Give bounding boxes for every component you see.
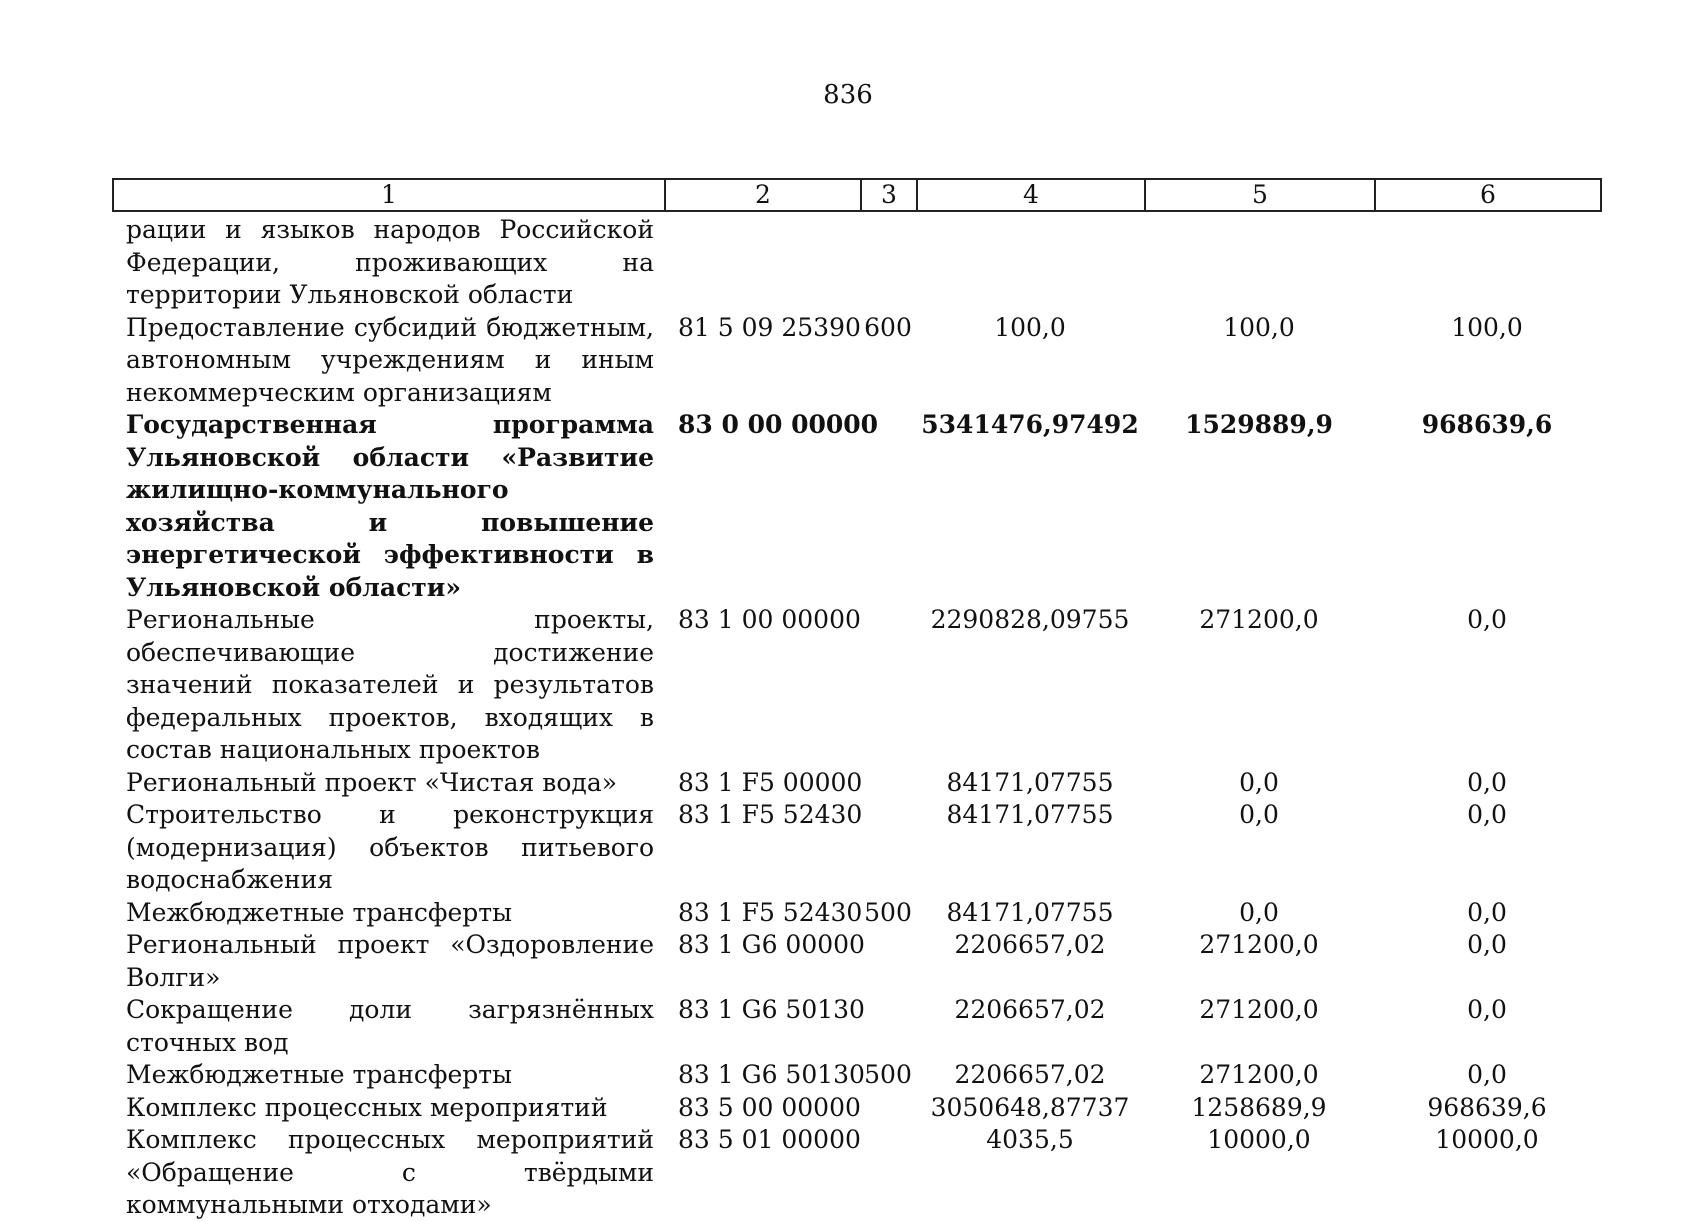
row-value-col5: 1529889,9 xyxy=(1185,410,1333,439)
row-value-col4: 2290828,09755 xyxy=(930,605,1130,634)
row-value-col4 xyxy=(916,214,1144,312)
header-col-5: 5 xyxy=(1145,179,1375,211)
row-value-col4: 4035,5 xyxy=(986,1125,1074,1154)
row-value-col6: 10000,0 xyxy=(1435,1125,1539,1154)
row-value-col4: 84171,07755 xyxy=(946,800,1114,829)
table-row xyxy=(112,1124,1600,1222)
row-name: Комплекс процессных мероприятий «Обращение с твёрдыми коммунальными отходами» xyxy=(126,1125,654,1219)
row-name: Региональный проект «Оздоровление Волги» xyxy=(126,930,654,992)
row-name: Региональный проект «Чистая вода» xyxy=(126,767,618,797)
row-code: 83 1 G6 50130 xyxy=(678,1060,865,1089)
row-value-col5: 271200,0 xyxy=(1199,1060,1319,1089)
header-col-4: 4 xyxy=(917,179,1145,211)
row-expense-type xyxy=(860,929,916,994)
table-header xyxy=(112,178,1602,212)
table-row xyxy=(112,604,1600,767)
row-code: 83 1 00 00000 xyxy=(678,605,861,634)
row-value-col5: 271200,0 xyxy=(1199,995,1319,1024)
row-value-col6: 0,0 xyxy=(1467,767,1507,797)
row-value-col5: 0,0 xyxy=(1239,897,1279,927)
row-value-col4: 84171,07755 xyxy=(946,767,1114,797)
row-expense-type: 500 xyxy=(864,1060,912,1089)
row-code: 83 1 F5 52430 xyxy=(678,897,863,927)
row-expense-type xyxy=(860,604,916,767)
row-expense-type xyxy=(860,994,916,1059)
table-row xyxy=(112,214,1600,312)
table-row xyxy=(112,799,1600,897)
row-value-col5: 271200,0 xyxy=(1199,930,1319,959)
row-name: Государственная программа Ульяновской области «Развитие жилищно-коммунального хозяйства и повышение энергетической эффективности в Ульяновской области» xyxy=(126,410,654,602)
row-code: 83 1 F5 00000 xyxy=(678,767,863,797)
row-value-col6 xyxy=(1374,214,1600,312)
row-name: Региональные проекты, обеспечивающие достижение значений показателей и результатов федеральных проектов, входящих в состав национальных проектов xyxy=(126,605,654,764)
row-code: 83 5 01 00000 xyxy=(678,1125,861,1154)
row-value-col4: 3050648,87737 xyxy=(930,1092,1130,1122)
row-code: 83 1 G6 50130 xyxy=(678,995,865,1024)
row-value-col6: 100,0 xyxy=(1451,312,1523,342)
header-col-3: 3 xyxy=(861,179,917,211)
table-row xyxy=(112,929,1600,994)
row-name: Межбюджетные трансферты xyxy=(126,1060,513,1089)
row-value-col5: 1258689,9 xyxy=(1191,1092,1327,1122)
row-value-col6: 0,0 xyxy=(1467,897,1507,927)
header-col-2: 2 xyxy=(665,179,861,211)
budget-table xyxy=(112,214,1600,1222)
row-value-col6: 968639,6 xyxy=(1427,1092,1547,1122)
row-value-col6: 968639,6 xyxy=(1421,410,1553,439)
row-expense-type: 500 xyxy=(864,897,912,927)
page-number: 836 xyxy=(823,80,873,110)
table-row xyxy=(112,994,1600,1059)
row-value-col6: 0,0 xyxy=(1467,800,1507,829)
row-value-col4: 2206657,02 xyxy=(954,930,1106,959)
table-body xyxy=(112,214,1600,1222)
row-value-col5: 10000,0 xyxy=(1207,1125,1311,1154)
table-row xyxy=(112,409,1600,604)
row-value-col6: 0,0 xyxy=(1467,930,1507,959)
row-name: Строительство и реконструкция (модернизация) объектов питьевого водоснабжения xyxy=(126,800,654,894)
table-row xyxy=(112,1092,1600,1125)
row-code: 81 5 09 25390 xyxy=(678,312,861,342)
row-expense-type: 600 xyxy=(864,312,912,342)
row-value-col4: 84171,07755 xyxy=(946,897,1114,927)
row-name: Комплекс процессных мероприятий xyxy=(126,1092,608,1122)
row-value-col6: 0,0 xyxy=(1467,605,1507,634)
table-row xyxy=(112,897,1600,930)
header-col-1: 1 xyxy=(113,179,665,211)
row-expense-type xyxy=(860,1092,916,1125)
row-value-col4: 2206657,02 xyxy=(954,1060,1106,1089)
row-code: 83 0 00 00000 xyxy=(678,410,879,439)
row-value-col6: 0,0 xyxy=(1467,1060,1507,1089)
row-name: рации и языков народов Российской Федерации, проживающих на территории Ульяновской области xyxy=(126,215,654,309)
row-value-col4: 2206657,02 xyxy=(954,995,1106,1024)
table-row xyxy=(112,312,1600,410)
row-name: Межбюджетные трансферты xyxy=(126,897,513,927)
row-name: Предоставление субсидий бюджетным, автономным учреждениям и иным некоммерческим организациям xyxy=(126,312,654,407)
header-col-6: 6 xyxy=(1375,179,1601,211)
row-value-col5: 271200,0 xyxy=(1199,605,1319,634)
row-name: Сокращение доли загрязнённых сточных вод xyxy=(126,995,654,1057)
row-value-col5: 0,0 xyxy=(1239,767,1279,797)
row-code: 83 1 F5 52430 xyxy=(678,800,863,829)
row-value-col5 xyxy=(1144,214,1374,312)
row-expense-type xyxy=(860,767,916,800)
row-expense-type xyxy=(860,214,916,312)
row-code: 83 1 G6 00000 xyxy=(678,930,865,959)
row-expense-type xyxy=(860,799,916,897)
row-value-col6: 0,0 xyxy=(1467,995,1507,1024)
row-value-col4: 100,0 xyxy=(994,312,1066,342)
row-expense-type xyxy=(860,1124,916,1222)
row-value-col5: 0,0 xyxy=(1239,800,1279,829)
row-value-col5: 100,0 xyxy=(1223,312,1295,342)
table-row xyxy=(112,767,1600,800)
table-row xyxy=(112,1059,1600,1092)
row-code xyxy=(664,214,860,312)
row-code: 83 5 00 00000 xyxy=(678,1092,861,1122)
row-value-col4: 5341476,97492 xyxy=(921,410,1139,439)
